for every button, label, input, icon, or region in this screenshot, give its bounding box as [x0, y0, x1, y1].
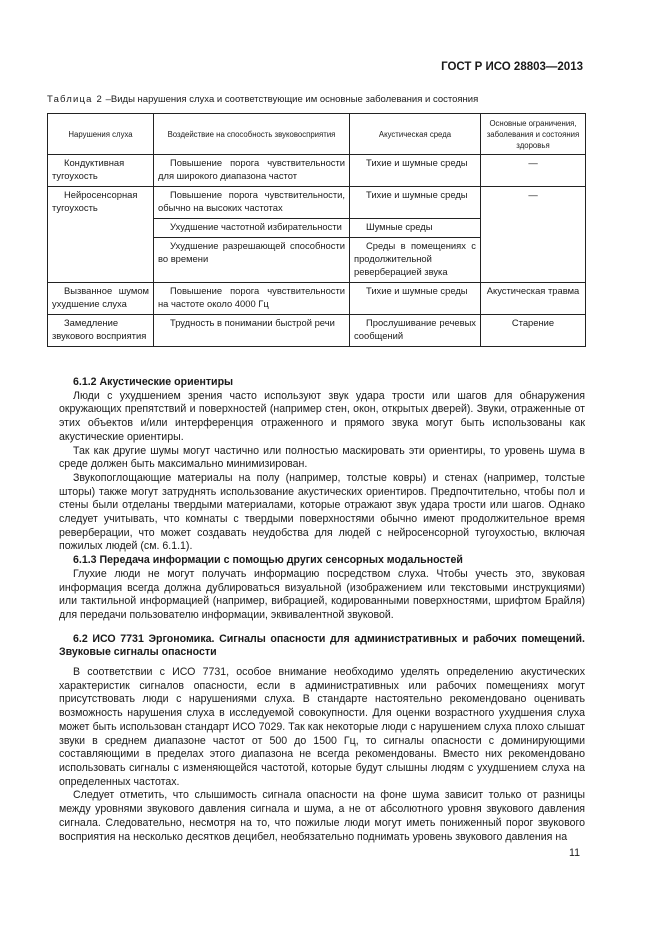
table-caption-text: –Виды нарушения слуха и соответствующие им основные заболевания и состояния [102, 94, 479, 105]
cell-effect: Ухудшение частотной избирательности [154, 219, 350, 238]
table-row [48, 155, 586, 187]
hearing-impairment-table [47, 113, 586, 347]
cell-restriction: Старение [481, 315, 586, 347]
cell-effect: Ухудшение разрешающей способности во времени [154, 238, 350, 283]
table-caption-label: Таблица 2 [47, 94, 103, 105]
cell-impairment: Замедление звукового восприятия [48, 315, 154, 347]
paragraph: Звукопоглощающие материалы на полу (например, толстые ковры) и стенах (например, толстые шторы) также могут затруднять использование акустических ориентиров. Предпочтительно, чтобы пол и стены были отделаны твердыми материалами, которые отражают звук удара трости или шагов. Однако следует учитывать, что комнаты с твердыми поверхностями обычно имеют продолжительное время реверберации, что может создавать неудобства для людей с нейросенсорной тугоухостью, включая пожилых людей (см. 6.1.1). [59, 471, 585, 553]
cell-impairment: Нейросенсорная тугоухость [48, 187, 154, 283]
cell-environment: Тихие и шумные среды [350, 155, 481, 187]
cell-impairment: Кондуктивная тугоухость [48, 155, 154, 187]
table-header-row [48, 114, 586, 155]
cell-environment: Прослушивание речевых сообщений [350, 315, 481, 347]
section-heading-6-1-2: 6.1.2 Акустические ориентиры [73, 376, 234, 388]
table-row [48, 315, 586, 347]
paragraph: Так как другие шумы могут частично или полностью маскировать эти ориентиры, то уровень шума в среде должен быть максимально минимизирован. [59, 444, 585, 471]
standard-header: ГОСТ Р ИСО 28803—2013 [441, 61, 583, 73]
cell-restriction: — [481, 187, 586, 283]
cell-effect: Повышение порога чувствительности на частоте около 4000 Гц [154, 283, 350, 315]
document-body [59, 376, 585, 844]
table-row [48, 187, 586, 219]
table-caption [47, 94, 478, 105]
paragraph: В соответствии с ИСО 7731, особое внимание необходимо уделять определению акустических характеристик сигналов опасности, если в административных или рабочих помещениях могут присутствовать люди с нарушениями слуха. В стандарте настоятельно рекомендовано оценивать возможность нарушения слуха в исследуемой совокупности. Для оценки возрастного ухудшения слуха может быть использован стандарт ИСО 7029. Так как некоторые люди с нарушением слуха плохо слышат звуки в среднем диапазоне частот от 500 до 1500 Гц, то сигналы опасности с доминирующими составляющими в пределах этого диапазона не всегда рекомендованы. Вместо них рекомендовано использовать сигналы с изменяющейся частотой, которые будут слышны людям с ухудшением слуха на определенных частотах. [59, 666, 585, 788]
header-acoustic-environment: Акустическая среда [350, 114, 481, 155]
cell-effect: Повышение порога чувствительности для широкого диапазона частот [154, 155, 350, 187]
cell-effect: Повышение порога чувствительности, обычно на высоких частотах [154, 187, 350, 219]
cell-impairment: Вызванное шумом ухудшение слуха [48, 283, 154, 315]
page-number: 11 [569, 847, 580, 859]
cell-effect: Трудность в понимании быстрой речи [154, 315, 350, 347]
header-effect-on-perception: Воздействие на способность звуковосприятия [154, 114, 350, 155]
paragraph: Люди с ухудшением зрения часто используют звук удара трости или шагов для обнаружения окружающих препятствий и поверхностей (например стен, окон, открытых дверей). Звуки, отраженные от этих объектов и/или интерференция отраженного и прямого звука могут быть использованы как акустические ориентиры. [59, 389, 585, 443]
cell-restriction: Акустическая травма [481, 283, 586, 315]
header-main-restrictions: Основные ограничения, заболевания и состояния здоровья [481, 114, 586, 155]
cell-environment: Шумные среды [350, 219, 481, 238]
header-hearing-impairment: Нарушения слуха [48, 114, 154, 155]
table-row [48, 283, 586, 315]
cell-environment: Тихие и шумные среды [350, 187, 481, 219]
cell-environment: Тихие и шумные среды [350, 283, 481, 315]
cell-restriction: — [481, 155, 586, 187]
section-heading-6-1-3: 6.1.3 Передача информации с помощью других сенсорных модальностей [73, 554, 463, 567]
paragraph: Следует отметить, что слышимость сигнала опасности на фоне шума зависит только от разницы между уровнями звукового давления сигнала и шума, а не от абсолютного уровня звукового давления сигнала. Следовательно, несмотря на то, что пожилые люди могут иметь пониженный порог звукового восприятия на несколько десятков децибел, необязательно поднимать уровень звукового давления на [59, 789, 585, 843]
paragraph: Глухие люди не могут получать информацию посредством слуха. Чтобы учесть это, звуковая информация всегда должна дублироваться визуальной (изображением или текстовыми инструкциями) или тактильной информацией (например, вибрацией, кодированными поверхностями, шрифтом Брайля) для передачи пользователю информации, эквивалентной звуковой. [59, 567, 585, 621]
cell-environment: Среды в помещениях с продолжительной реверберацией звука [350, 238, 481, 283]
section-heading-6-2: 6.2 ИСО 7731 Эргономика. Сигналы опасности для административных и рабочих помещений. Звуковые сигналы опасности [59, 632, 585, 659]
